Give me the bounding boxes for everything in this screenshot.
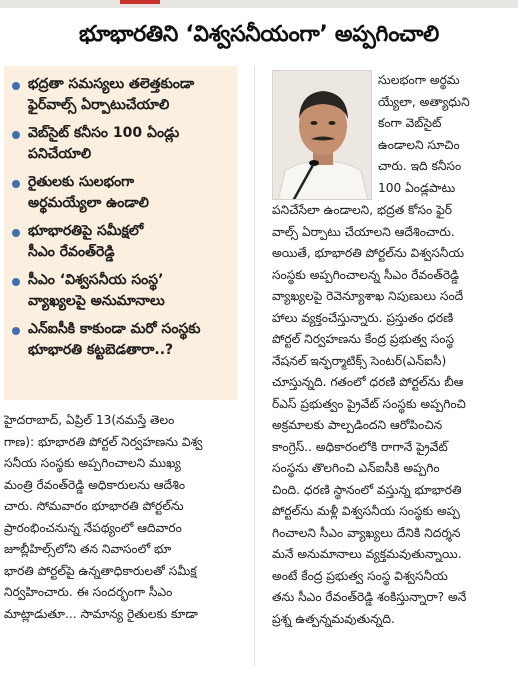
highlight-item — [12, 319, 231, 361]
highlight-item — [12, 221, 231, 263]
highlight-item — [12, 74, 231, 116]
highlight-text: సీఎం ‘విశ్వసనీయ సంస్థ’ వ్యాఖ్యలపై అనుమానాలు — [28, 272, 165, 309]
highlight-text: వెబ్‌సైట్‌ కనీసం 100 ఏండ్లు పనిచేయాలి — [28, 125, 180, 162]
portrait-image — [273, 71, 372, 200]
headline: భూభారతిని ‘విశ్వసనీయంగా’ అప్పగించాలి — [79, 22, 439, 47]
top-rule — [0, 0, 518, 8]
article-text-left-column: హైదరాబాద్‌, ఏప్రిల్‌ 13(నమస్తే తెలం గాణ): భూభారతి పోర్టల్‌ నిర్వహణను విశ్వ సనీయ సంస్థకు అప్పగించాలని ముఖ్య మంత్రి రేవంత్‌రెడ్డి అధికారులను ఆదేశిం చారు. సోమవారం భూభారతి పోర్టల్‌ను ప్రారంభించనున్న నేపథ్యంలో ఆదివారం జూబ్లీహిల్స్‌లోని తన నివాసంలో భూ భారతి పోర్టల్‌పై ఉన్నతాధికారులతో సమీక్ష నిర్వహించారు. ఈ సందర్భంగా సీఎం మాట్లాడుతూ... సామాన్య రైతులకు కూడా — [4, 413, 203, 621]
article-text-beside-photo: సులభంగా అర్థమ య్యేలా, అత్యాధుని కంగా వెబ్‌సైట్‌ ఉండాలని సూచిం చారు. ఇది కనీసం 100 ఏండ్లపాటు — [378, 73, 470, 195]
bullet-dot-icon — [12, 229, 20, 237]
accent-bar — [120, 0, 160, 4]
bullet-dot-icon — [12, 131, 20, 139]
highlight-item — [12, 123, 231, 165]
bullet-dot-icon — [12, 327, 20, 335]
article-text-right-column: పనిచేసేలా ఉండాలని, భద్రత కోసం ఫైర్‌ వాల్స్‌ ఏర్పాటు చేయాలని ఆదేశించారు. అయితే, భూభారతి పోర్టల్‌ను విశ్వసనీయ సంస్థకు అప్పగించాలన్న సీఎం రేవంత్‌రెడ్డి వ్యాఖ్యలపై రెవెన్యూశాఖ నిపుణులు సందే హాలు వ్యక్తంచేస్తున్నారు. ప్రస్తుతం ధరణి పోర్టల్‌ నిర్వహణను కేంద్ర ప్రభుత్వ సంస్థ నేషనల్‌ ఇన్ఫర్మాటిక్స్‌ సెంటర్‌(ఎన్‌ఐసీ) చూస్తున్నది. గతంలో ధరణి పోర్టల్‌ను బీఆ ర్‌ఎస్‌ ప్రభుత్వం ప్రైవేట్‌ సంస్థకు అప్పగించి అక్రమాలకు పాల్పడిందని ఆరోపించిన కాంగ్రెస్‌.. అధికారంలోకి రాగానే ప్రైవేట్‌ సంస్థను తొలగించి ఎన్‌ఐసీకి అప్పగిం చింది. ధరణి స్థానంలో వస్తున్న భూభారతి పోర్టల్‌ను మళ్లీ విశ్వసనీయ సంస్థకు అప్ప గించాలని సీఎం వ్యాఖ్యలు దేనికి నిదర్శన మనే అనుమానాలు వ్యక్తమవుతున్నాయి. అంటే కేంద్ర ప్రభుత్వ సంస్థ విశ్వసనీయ తను సీఎం రేవంత్‌రెడ్డి శంకిస్తున్నారా? అనే ప్రశ్న ఉత్పన్నమవుతున్నది. — [272, 203, 467, 626]
highlights-box — [4, 66, 237, 400]
highlight-item — [12, 270, 231, 312]
highlight-text: రైతులకు సులభంగా అర్థమయ్యేలా ఉండాలి — [28, 174, 149, 211]
highlight-text: ఎన్‌ఐసీకి కాకుండా మరో సంస్థకు భూభారతి కట్టబెడతారా..? — [28, 321, 201, 358]
bullet-dot-icon — [12, 180, 20, 188]
bullet-dot-icon — [12, 278, 20, 286]
cm-photo — [272, 70, 372, 200]
highlight-text: భూభారతిపై సమీక్షలో సీఎం రేవంత్‌రెడ్డి — [28, 223, 144, 260]
column-divider — [254, 66, 255, 666]
bullet-dot-icon — [12, 82, 20, 90]
highlight-item — [12, 172, 231, 214]
highlight-text: భద్రతా సమస్యలు తలెత్తకుండా ఫైర్‌వాల్స్‌ ఏర్పాటుచేయాలి — [28, 76, 195, 113]
